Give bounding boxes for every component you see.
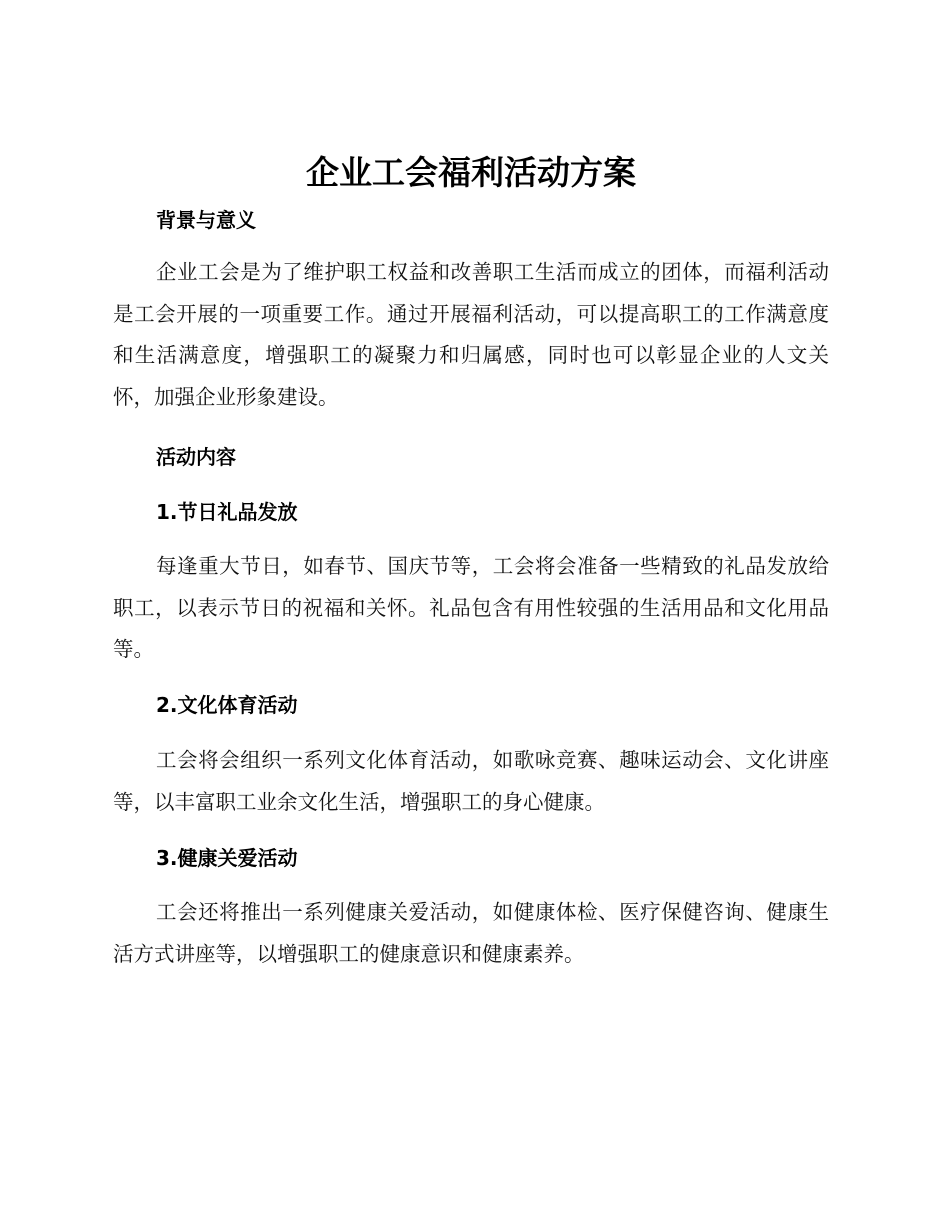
subsection-heading-culture-sports: 2.文化体育活动	[156, 693, 298, 717]
subsection-heading-health-care: 3.健康关爱活动	[156, 846, 298, 870]
document-title: 企业工会福利活动方案	[306, 153, 636, 192]
subsection-body-holiday-gifts: 每逢重大节日，如春节、国庆节等，工会将会准备一些精致的礼品发放给职工，以表示节日的祝福和关怀。礼品包含有用性较强的生活用品和文化用品等。	[113, 554, 829, 661]
section-heading-background: 背景与意义	[156, 208, 256, 232]
subsection-body-health-care: 工会还将推出一系列健康关爱活动，如健康体检、医疗保健咨询、健康生活方式讲座等，以增强职工的健康意识和健康素养。	[113, 900, 829, 966]
subsection-heading-holiday-gifts: 1.节日礼品发放	[156, 500, 298, 524]
section-body-background: 企业工会是为了维护职工权益和改善职工生活而成立的团体，而福利活动是工会开展的一项重要工作。通过开展福利活动，可以提高职工的工作满意度和生活满意度，增强职工的凝聚力和归属感，同时也可以彰显企业的人文关怀，加强企业形象建设。	[113, 260, 829, 409]
subsection-body-culture-sports: 工会将会组织一系列文化体育活动，如歌咏竞赛、趣味运动会、文化讲座等，以丰富职工业余文化生活，增强职工的身心健康。	[113, 748, 829, 814]
section-heading-activity-content: 活动内容	[156, 445, 236, 469]
